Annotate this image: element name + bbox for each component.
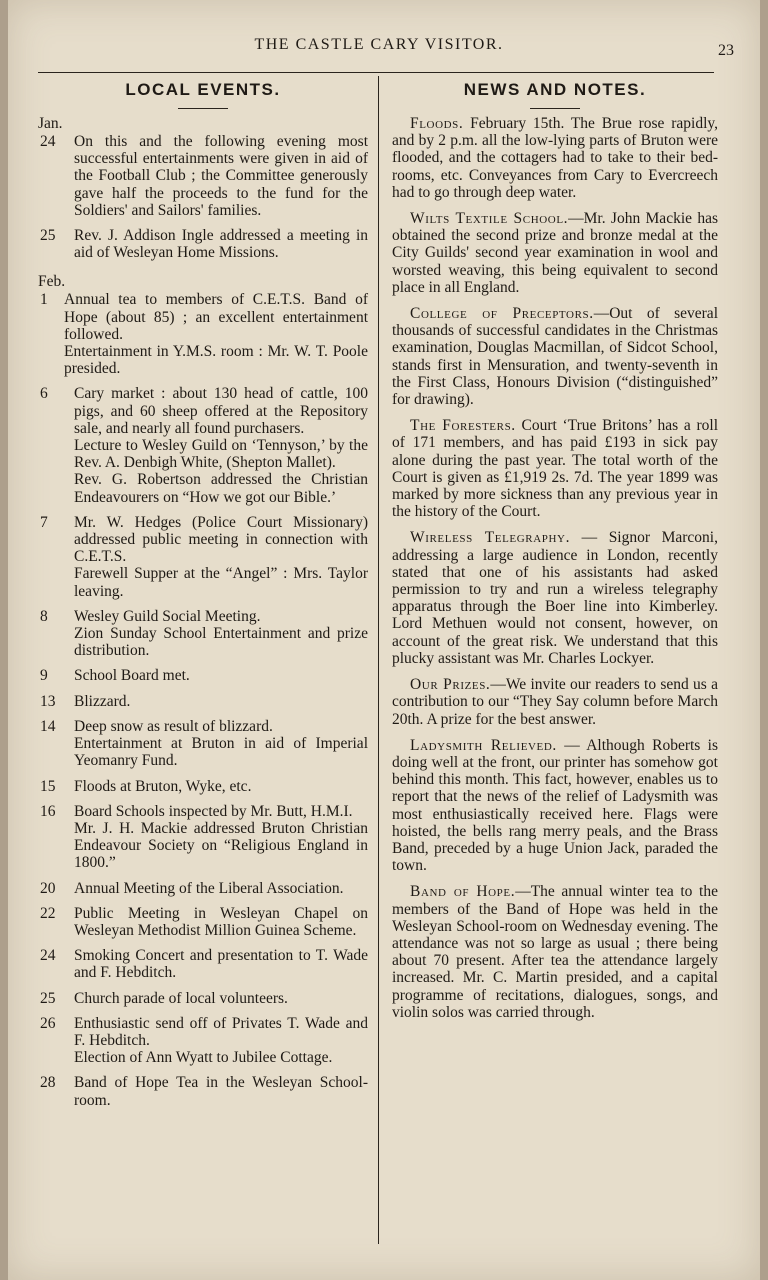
local-events-column bbox=[38, 76, 368, 1109]
event-entry bbox=[38, 947, 368, 981]
event-entry bbox=[38, 803, 368, 872]
heading-rule bbox=[530, 108, 580, 109]
event-entry bbox=[38, 1015, 368, 1067]
header-rule bbox=[38, 72, 714, 73]
event-line: Annual Meeting of the Liberal Association. bbox=[74, 879, 344, 897]
event-line: School Board met. bbox=[74, 667, 190, 685]
news-item bbox=[392, 417, 718, 520]
event-day: 8 bbox=[40, 607, 48, 625]
news-item bbox=[392, 115, 718, 201]
news-and-notes-heading: NEWS AND NOTES. bbox=[463, 80, 647, 99]
event-entry bbox=[38, 133, 368, 219]
event-day: 22 bbox=[40, 904, 56, 922]
event-day: 28 bbox=[40, 1074, 56, 1092]
event-line: Church parade of local volunteers. bbox=[74, 989, 288, 1007]
event-line: Rev. G. Robertson addressed the Christian Endeavourers on “How we got our Bible.’ bbox=[74, 471, 368, 506]
event-day: 1 bbox=[40, 291, 48, 309]
event-entry bbox=[38, 227, 368, 261]
event-day: 6 bbox=[40, 385, 48, 403]
event-line: Zion Sunday School Entertainment and prize distribution. bbox=[74, 625, 368, 660]
event-day: 25 bbox=[40, 227, 56, 245]
event-text bbox=[74, 514, 368, 600]
news-item-body: —The annual winter tea to the members of the Band of Hope was held in the Wesleyan School-room on Wednesday evening. The attendance was not so large as usual ; there being about 70 present. After tea the attendance largely increased. Mr. C. Martin presided, and a capital programme of recitations, dialogues, songs, and violin solos was carried through. bbox=[392, 883, 718, 1021]
event-text bbox=[74, 990, 368, 1007]
event-line: Entertainment at Bruton in aid of Imperial Yeomanry Fund. bbox=[74, 735, 368, 770]
event-day: 20 bbox=[40, 879, 56, 897]
news-item bbox=[392, 210, 718, 296]
event-line: Smoking Concert and presentation to T. Wade and F. Hebditch. bbox=[74, 947, 368, 982]
event-day: 15 bbox=[40, 777, 56, 795]
event-text bbox=[74, 718, 368, 770]
event-entry bbox=[38, 905, 368, 939]
running-header bbox=[38, 30, 734, 60]
event-day: 16 bbox=[40, 802, 56, 820]
news-item bbox=[392, 737, 718, 875]
month-label-jan: Jan. bbox=[38, 115, 63, 132]
event-line: Mr. J. H. Mackie addressed Bruton Christian Endeavour Society on “Religious England in 1800.” bbox=[74, 819, 368, 872]
news-item-body: — Signor Marconi, addressing a large audience in London, recently stated that one of his assistants had asked permission to try and run a wireless telegraphy apparatus through the Boer line into Kimberley. Lord Methuen would not consent, however, on account of the great risk. We understand that this plucky assistant was Mr. Charles Lockyer. bbox=[392, 529, 718, 667]
event-day: 26 bbox=[40, 1014, 56, 1032]
page bbox=[8, 0, 760, 1280]
news-item-lead: Floods. bbox=[410, 115, 464, 132]
publication-title: THE CASTLE CARY VISITOR. bbox=[254, 36, 504, 53]
event-day: 7 bbox=[40, 513, 48, 531]
event-day: 13 bbox=[40, 692, 56, 710]
event-entry bbox=[38, 667, 368, 684]
event-line: Enthusiastic send off of Privates T. Wade and F. Hebditch. bbox=[74, 1014, 368, 1049]
event-text bbox=[74, 947, 368, 981]
event-entry bbox=[38, 990, 368, 1007]
news-item bbox=[392, 883, 718, 1021]
event-day: 24 bbox=[40, 133, 56, 150]
column-divider bbox=[378, 76, 379, 1244]
event-line: Annual tea to members of C.E.T.S. Band of Hope (about 85) ; an excellent entertainment followed. bbox=[64, 291, 368, 343]
event-text bbox=[74, 133, 368, 219]
heading-rule bbox=[178, 108, 228, 109]
event-day: 25 bbox=[40, 989, 56, 1007]
event-text bbox=[74, 1015, 368, 1067]
news-item-lead: The Foresters. bbox=[410, 417, 516, 435]
event-text bbox=[74, 608, 368, 660]
event-line: Election of Ann Wyatt to Jubilee Cottage. bbox=[74, 1049, 333, 1067]
event-entry bbox=[38, 880, 368, 897]
event-entry bbox=[38, 778, 368, 795]
event-text bbox=[74, 385, 368, 505]
event-line: Public Meeting in Wesleyan Chapel on Wesleyan Methodist Million Guinea Scheme. bbox=[74, 904, 368, 939]
event-line: Deep snow as result of blizzard. bbox=[74, 717, 273, 735]
event-text bbox=[74, 880, 368, 897]
event-text bbox=[74, 227, 368, 261]
news-item-body: February 15th. The Brue rose rapidly, and by 2 p.m. all the low-lying parts of Bruton were flooded, and the cottagers had to take to their bed-rooms, etc. Conveyances from Cary to Evercreech had to go through deep water. bbox=[392, 115, 718, 201]
event-line: Blizzard. bbox=[74, 692, 131, 710]
event-text bbox=[74, 667, 368, 684]
news-and-notes-column bbox=[392, 76, 718, 1030]
event-text bbox=[74, 905, 368, 939]
event-line: Entertainment in Y.M.S. room : Mr. W. T. Poole presided. bbox=[64, 343, 368, 378]
news-item-lead: Band of Hope. bbox=[410, 883, 516, 901]
event-day: 24 bbox=[40, 947, 56, 965]
news-item bbox=[392, 529, 718, 667]
news-item-body: —We invite our readers to send us a contribution to our “They Say column before March 20th. A prize for the best answer. bbox=[392, 676, 718, 728]
event-day: 9 bbox=[40, 667, 48, 685]
news-item bbox=[392, 676, 718, 728]
event-entry bbox=[38, 1074, 368, 1108]
page-number: 23 bbox=[718, 42, 734, 59]
news-item bbox=[392, 305, 718, 408]
event-text bbox=[74, 1074, 368, 1108]
event-entry bbox=[38, 608, 368, 660]
event-text bbox=[74, 778, 368, 795]
local-events-heading: LOCAL EVENTS. bbox=[125, 80, 281, 99]
event-text bbox=[64, 291, 368, 377]
event-line: Wesley Guild Social Meeting. bbox=[74, 607, 261, 625]
news-item-lead: Wireless Telegraphy. bbox=[410, 529, 571, 547]
event-line: Mr. W. Hedges (Police Court Missionary) addressed public meeting in connection with C.E.T.S. bbox=[74, 513, 368, 566]
event-entry bbox=[38, 718, 368, 770]
event-text bbox=[74, 803, 368, 872]
news-item-lead: Wilts Textile School. bbox=[410, 210, 569, 228]
news-item-lead: Our Prizes. bbox=[410, 676, 491, 694]
event-line: Lecture to Wesley Guild on ‘Tennyson,’ by the Rev. A. Denbigh White, (Shepton Mallet). bbox=[74, 437, 368, 472]
news-item-body: Court ‘True Britons’ has a roll of 171 members, and has paid £193 in sick pay alone during the past year. The total worth of the Court is given as £1,919 2s. 7d. The year 1899 was marked by more sickness than any previous year in the history of the Court. bbox=[392, 417, 718, 521]
event-line: Cary market : about 130 head of cattle, 100 pigs, and 60 sheep offered at the Repository sale, and nearly all found purchasers. bbox=[74, 385, 368, 437]
news-item-lead: Ladysmith Relieved. bbox=[410, 736, 557, 754]
event-line: Farewell Supper at the “Angel” : Mrs. Taylor leaving. bbox=[74, 565, 368, 600]
event-entry bbox=[38, 514, 368, 600]
news-item-body: — Although Roberts is doing well at the front, our printer has somehow got behind this month. This fact, however, enables us to report that the news of the relief of Ladysmith was most enthusiastically received here. Flags were hoisted, the bells rang merry peals, and the Brass Band, preceded by a huge Union Jack, paraded the town. bbox=[392, 736, 718, 875]
news-item-body: —Mr. John Mackie has obtained the second prize and bronze medal at the City Guilds' second year examination in wool and worsted weaving, this being equivalent to second place in all England. bbox=[392, 210, 718, 296]
event-entry bbox=[38, 693, 368, 710]
event-line: On this and the following evening most successful entertainments were given in aid of the Football Club ; the Committee generously gave half the proceeds to the fund for the Soldiers' and Sailors' families. bbox=[74, 133, 368, 219]
month-label-feb: Feb. bbox=[38, 273, 66, 291]
news-item-lead: College of Preceptors. bbox=[410, 305, 594, 323]
event-entry bbox=[38, 291, 368, 377]
event-line: Board Schools inspected by Mr. Butt, H.M.I. bbox=[74, 802, 353, 820]
event-line: Rev. J. Addison Ingle addressed a meeting in aid of Wesleyan Home Missions. bbox=[74, 227, 368, 262]
event-entry bbox=[38, 385, 368, 505]
event-line: Floods at Bruton, Wyke, etc. bbox=[74, 777, 252, 795]
event-text bbox=[74, 693, 368, 710]
event-line: Band of Hope Tea in the Wesleyan School-room. bbox=[74, 1074, 368, 1109]
news-item-body: —Out of several thousands of successful candidates in the Christmas examination, Douglas Macmillan, of Sidcot School, stands first in Mensuration, and twenty-seventh in the First Class, Honours Division (“distinguished” for drawing). bbox=[392, 305, 718, 409]
event-day: 14 bbox=[40, 717, 56, 735]
